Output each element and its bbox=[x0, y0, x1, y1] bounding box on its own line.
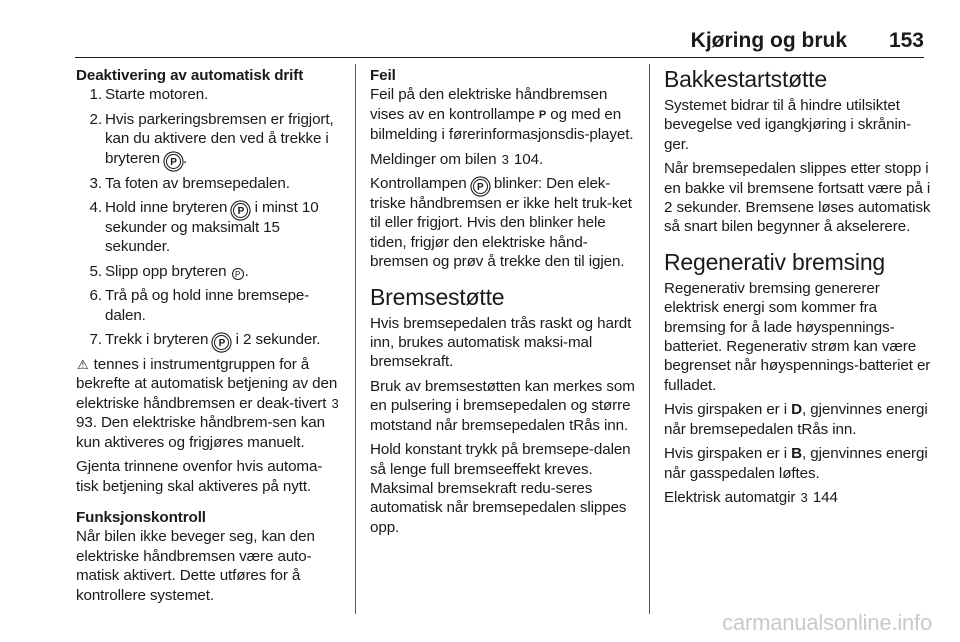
column-left bbox=[76, 66, 344, 610]
parking-warning-icon: P bbox=[538, 108, 547, 121]
parking-switch-icon: P bbox=[166, 154, 181, 169]
list-item: 4. Hold inne bryteren P i minst 10 sekunder og maksimalt 15 sekunder. bbox=[89, 199, 319, 256]
paragraph: Meldinger om bilen 3 104. bbox=[370, 150, 544, 168]
auto-park-warning-icon: ⚠ bbox=[77, 357, 89, 373]
paragraph: Feil på den elektriske håndbremsen vises av en kontrollampe P og med en bilmelding i førerinformasjonsdis-playet. bbox=[370, 86, 634, 144]
paragraph: Kontrollampen P blinker: Den elek-triske håndbremsen er ikke helt truk-ket til eller frigjort. Hvis den blinker hele tiden, frigjør den elektriske hånd-bremsen og prøv å trekke den til igjen. bbox=[370, 175, 632, 271]
parking-switch-icon: P bbox=[214, 335, 229, 350]
paragraph: Regenerativ bremsing genererer elektrisk energi som kommer fra bremsing for å lade høyspennings-batteriet. Regenerativ strøm kan være begrenset når høyspennings-batteriet er fulladet. bbox=[664, 279, 931, 394]
parking-switch-small-icon: P bbox=[232, 268, 244, 280]
arrow-ref-icon: 3 bbox=[800, 489, 808, 505]
list-item: 2. Hvis parkeringsbremsen er frigjort, kan du aktivere den ved å trekke i bryteren P . bbox=[89, 110, 334, 168]
header-rule bbox=[75, 57, 924, 58]
paragraph: Når bremsepedalen slippes etter stopp i en bakke vil bremsene fortsatt være på i 2 sekunder. Bremsene løses automatisk så snart bilen begynner å akselerere. bbox=[664, 160, 931, 236]
list-item: 1. Starte motoren. bbox=[89, 86, 209, 104]
list-item: 5. Slipp opp bryteren P . bbox=[89, 262, 249, 280]
section-heading-large: Bremsestøtte bbox=[370, 283, 505, 310]
page-number: 153 bbox=[888, 29, 924, 52]
paragraph: Hvis girspaken er i D, gjenvinnes energi når bremsepedalen tRås inn. bbox=[664, 401, 928, 438]
steps-list bbox=[76, 85, 344, 350]
paragraph: Systemet bidrar til å hindre utilsiktet bevegelse ved igangkjøring i skrånin-ger. bbox=[664, 97, 912, 153]
paragraph: Hvis girspaken er i B, gjenvinnes energi når gasspedalen løftes. bbox=[664, 445, 928, 482]
arrow-ref-icon: 3 bbox=[331, 395, 339, 411]
paragraph: Bruk av bremsestøtten kan merkes som en pulsering i bremsepedalen og større motstand når bremsepedalen tRås inn. bbox=[370, 377, 635, 434]
paragraph: Hold konstant trykk på bremsepe-dalen så lenge full bremseeffekt kreves. Maksimal bremsekraft redu-seres automatisk når bremsepedalen slippes opp. bbox=[370, 441, 631, 536]
paragraph: Hvis bremsepedalen trås raskt og hardt inn, brukes automatisk maksi-mal bremsekraft. bbox=[370, 314, 632, 371]
paragraph: Når bilen ikke beveger seg, kan den elektriske håndbremsen være auto-matisk aktivert. Dette utføres for å kontrollere systemet. bbox=[76, 528, 315, 604]
arrow-ref-icon: 3 bbox=[501, 151, 509, 167]
watermark: carmanualsonline.info bbox=[722, 610, 932, 635]
list-item: 6. Trå på og hold inne bremsepe-dalen. bbox=[89, 287, 310, 324]
paragraph: ⚠ tennes i instrumentgruppen for å bekrefte at automatisk betjening av den elektriske håndbremsen er deak-tivert 3 93. Den elektriske håndbrem-sen kan kun aktiveres og frigjøres manuelt. bbox=[76, 356, 339, 451]
paragraph: Elektrisk automatgir 3 144 bbox=[664, 488, 838, 506]
list-item: 7. Trekk i bryteren P i 2 sekunder. bbox=[89, 331, 321, 350]
parking-switch-icon: P bbox=[233, 203, 248, 218]
column-divider bbox=[649, 64, 650, 614]
section-heading-large: Regenerativ bremsing bbox=[664, 248, 886, 275]
section-heading: Feil bbox=[370, 67, 396, 84]
section-heading: Deaktivering av automatisk drift bbox=[76, 67, 304, 84]
column-middle bbox=[370, 66, 638, 542]
list-item: 3. Ta foten av bremsepedalen. bbox=[89, 174, 290, 192]
section-heading-large: Bakkestartstøtte bbox=[664, 66, 827, 92]
column-divider bbox=[355, 64, 356, 614]
paragraph: Gjenta trinnene ovenfor hvis automa-tisk betjening skal aktiveres på nytt. bbox=[76, 458, 323, 495]
parking-switch-icon: P bbox=[473, 179, 488, 194]
column-right bbox=[664, 66, 932, 512]
section-heading: Funksjonskontroll bbox=[76, 508, 206, 526]
page-title: Kjøring og bruk bbox=[690, 29, 847, 52]
page-header bbox=[0, 0, 960, 58]
